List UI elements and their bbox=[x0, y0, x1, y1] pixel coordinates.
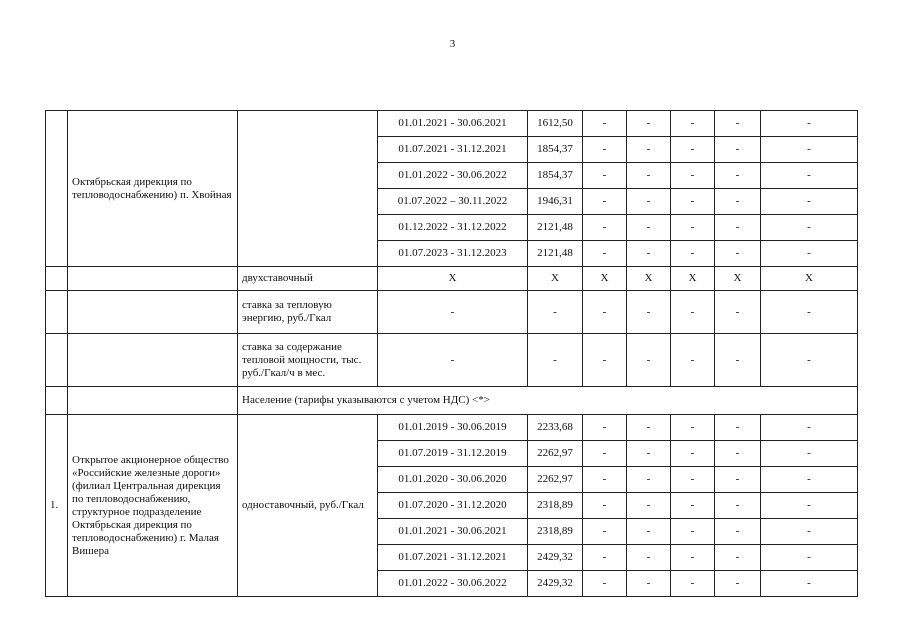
dash-cell: - bbox=[671, 291, 715, 334]
value-cell: 2233,68 bbox=[528, 415, 583, 441]
dash-cell: - bbox=[583, 189, 627, 215]
tariff-type-cell: ставка за тепловую энергию, руб./Гкал bbox=[238, 291, 378, 334]
dash-cell: - bbox=[761, 519, 858, 545]
period-cell: 01.01.2021 - 30.06.2021 bbox=[378, 519, 528, 545]
dash-cell: - bbox=[761, 189, 858, 215]
dash-cell: - bbox=[715, 334, 761, 387]
dash-cell: - bbox=[583, 571, 627, 597]
dash-cell: - bbox=[761, 215, 858, 241]
value-cell: 2262,97 bbox=[528, 467, 583, 493]
dash-cell: - bbox=[761, 467, 858, 493]
dash-cell: - bbox=[583, 334, 627, 387]
dash-cell: - bbox=[583, 467, 627, 493]
dash-cell: - bbox=[671, 334, 715, 387]
dash-cell: - bbox=[761, 163, 858, 189]
row-number-cell bbox=[46, 387, 68, 415]
dash-cell: - bbox=[761, 441, 858, 467]
row-number-cell bbox=[46, 267, 68, 291]
dash-cell: - bbox=[583, 215, 627, 241]
dash-cell: - bbox=[378, 291, 528, 334]
dash-cell: - bbox=[627, 545, 671, 571]
dash-cell: - bbox=[627, 241, 671, 267]
dash-cell: - bbox=[671, 241, 715, 267]
dash-cell: - bbox=[671, 111, 715, 137]
tariff-type-cell: ставка за содержание тепловой мощности, тыс. руб./Гкал/ч в мес. bbox=[238, 334, 378, 387]
period-cell: 01.07.2019 - 31.12.2019 bbox=[378, 441, 528, 467]
dash-cell: - bbox=[761, 137, 858, 163]
dash-cell: - bbox=[761, 415, 858, 441]
dash-cell: - bbox=[715, 291, 761, 334]
value-cell: 2318,89 bbox=[528, 493, 583, 519]
dash-cell: - bbox=[671, 163, 715, 189]
table-row bbox=[46, 291, 858, 334]
dash-cell: - bbox=[761, 111, 858, 137]
x-mark-cell: X bbox=[671, 267, 715, 291]
dash-cell: - bbox=[761, 571, 858, 597]
dash-cell: - bbox=[583, 111, 627, 137]
table-row bbox=[46, 415, 858, 441]
tariff-type-cell bbox=[238, 111, 378, 267]
dash-cell: - bbox=[715, 519, 761, 545]
period-cell: 01.07.2023 - 31.12.2023 bbox=[378, 241, 528, 267]
tariff-type-cell: одноставочный, руб./Гкал bbox=[238, 415, 378, 597]
value-cell: 2121,48 bbox=[528, 215, 583, 241]
dash-cell: - bbox=[671, 189, 715, 215]
table-row bbox=[46, 267, 858, 291]
dash-cell: - bbox=[627, 291, 671, 334]
dash-cell: - bbox=[715, 493, 761, 519]
row-number-cell: 1. bbox=[46, 415, 68, 597]
period-cell: 01.07.2021 - 31.12.2021 bbox=[378, 545, 528, 571]
dash-cell: - bbox=[583, 241, 627, 267]
period-cell: 01.01.2020 - 30.06.2020 bbox=[378, 467, 528, 493]
organization-cell: Октябрьская дирекция по тепловодоснабжению) п. Хвойная bbox=[68, 111, 238, 267]
x-mark-cell: X bbox=[715, 267, 761, 291]
value-cell: 2429,32 bbox=[528, 545, 583, 571]
x-mark-cell: X bbox=[378, 267, 528, 291]
row-number-cell bbox=[46, 291, 68, 334]
dash-cell: - bbox=[627, 519, 671, 545]
dash-cell: - bbox=[715, 163, 761, 189]
section-header: Население (тарифы указываются с учетом НДС) <*> bbox=[238, 387, 858, 415]
period-cell: 01.01.2022 - 30.06.2022 bbox=[378, 163, 528, 189]
dash-cell: - bbox=[761, 493, 858, 519]
dash-cell: - bbox=[715, 441, 761, 467]
value-cell: 2318,89 bbox=[528, 519, 583, 545]
dash-cell: - bbox=[671, 571, 715, 597]
value-cell: 2429,32 bbox=[528, 571, 583, 597]
dash-cell: - bbox=[671, 545, 715, 571]
organization-cell bbox=[68, 334, 238, 387]
dash-cell: - bbox=[627, 111, 671, 137]
dash-cell: - bbox=[671, 137, 715, 163]
dash-cell: - bbox=[715, 415, 761, 441]
organization-cell: Открытое акционерное общество «Российские железные дороги» (филиал Центральная дирекция по тепловодоснабжению, структурное подразделение Октябрьская дирекция по тепловодоснабжению) г. Малая Вишера bbox=[68, 415, 238, 597]
dash-cell: - bbox=[715, 137, 761, 163]
dash-cell: - bbox=[761, 545, 858, 571]
dash-cell: - bbox=[583, 545, 627, 571]
dash-cell: - bbox=[583, 291, 627, 334]
dash-cell: - bbox=[671, 215, 715, 241]
table-row bbox=[46, 334, 858, 387]
dash-cell: - bbox=[761, 334, 858, 387]
dash-cell: - bbox=[627, 571, 671, 597]
dash-cell: - bbox=[583, 519, 627, 545]
period-cell: 01.12.2022 - 31.12.2022 bbox=[378, 215, 528, 241]
dash-cell: - bbox=[715, 241, 761, 267]
dash-cell: - bbox=[627, 441, 671, 467]
value-cell: 1612,50 bbox=[528, 111, 583, 137]
dash-cell: - bbox=[715, 571, 761, 597]
period-cell: 01.07.2020 - 31.12.2020 bbox=[378, 493, 528, 519]
value-cell: 2262,97 bbox=[528, 441, 583, 467]
row-number-cell bbox=[46, 334, 68, 387]
dash-cell: - bbox=[671, 467, 715, 493]
row-number-cell bbox=[46, 111, 68, 267]
dash-cell: - bbox=[715, 189, 761, 215]
dash-cell: - bbox=[627, 163, 671, 189]
dash-cell: - bbox=[715, 111, 761, 137]
period-cell: 01.07.2022 – 30.11.2022 bbox=[378, 189, 528, 215]
dash-cell: - bbox=[583, 137, 627, 163]
x-mark-cell: X bbox=[583, 267, 627, 291]
tariff-table bbox=[45, 110, 858, 597]
period-cell: 01.01.2022 - 30.06.2022 bbox=[378, 571, 528, 597]
page-number: 3 bbox=[449, 38, 456, 50]
dash-cell: - bbox=[627, 415, 671, 441]
dash-cell: - bbox=[627, 334, 671, 387]
dash-cell: - bbox=[627, 215, 671, 241]
dash-cell: - bbox=[715, 215, 761, 241]
dash-cell: - bbox=[715, 467, 761, 493]
dash-cell: - bbox=[761, 291, 858, 334]
value-cell: 1854,37 bbox=[528, 163, 583, 189]
dash-cell: - bbox=[715, 545, 761, 571]
dash-cell: - bbox=[528, 334, 583, 387]
dash-cell: - bbox=[583, 441, 627, 467]
section-header-row bbox=[46, 387, 858, 415]
dash-cell: - bbox=[627, 137, 671, 163]
organization-cell bbox=[68, 267, 238, 291]
dash-cell: - bbox=[627, 493, 671, 519]
value-cell: 1946,31 bbox=[528, 189, 583, 215]
dash-cell: - bbox=[583, 493, 627, 519]
dash-cell: - bbox=[627, 189, 671, 215]
table-row bbox=[46, 111, 858, 137]
period-cell: 01.07.2021 - 31.12.2021 bbox=[378, 137, 528, 163]
value-cell: 1854,37 bbox=[528, 137, 583, 163]
dash-cell: - bbox=[583, 163, 627, 189]
tariff-type-cell: двухставочный bbox=[238, 267, 378, 291]
dash-cell: - bbox=[378, 334, 528, 387]
x-mark-cell: X bbox=[761, 267, 858, 291]
organization-cell bbox=[68, 291, 238, 334]
period-cell: 01.01.2019 - 30.06.2019 bbox=[378, 415, 528, 441]
x-mark-cell: X bbox=[627, 267, 671, 291]
value-cell: 2121,48 bbox=[528, 241, 583, 267]
dash-cell: - bbox=[761, 241, 858, 267]
dash-cell: - bbox=[671, 519, 715, 545]
x-mark-cell: X bbox=[528, 267, 583, 291]
dash-cell: - bbox=[671, 415, 715, 441]
dash-cell: - bbox=[583, 415, 627, 441]
dash-cell: - bbox=[671, 441, 715, 467]
organization-cell bbox=[68, 387, 238, 415]
period-cell: 01.01.2021 - 30.06.2021 bbox=[378, 111, 528, 137]
dash-cell: - bbox=[627, 467, 671, 493]
dash-cell: - bbox=[671, 493, 715, 519]
dash-cell: - bbox=[528, 291, 583, 334]
